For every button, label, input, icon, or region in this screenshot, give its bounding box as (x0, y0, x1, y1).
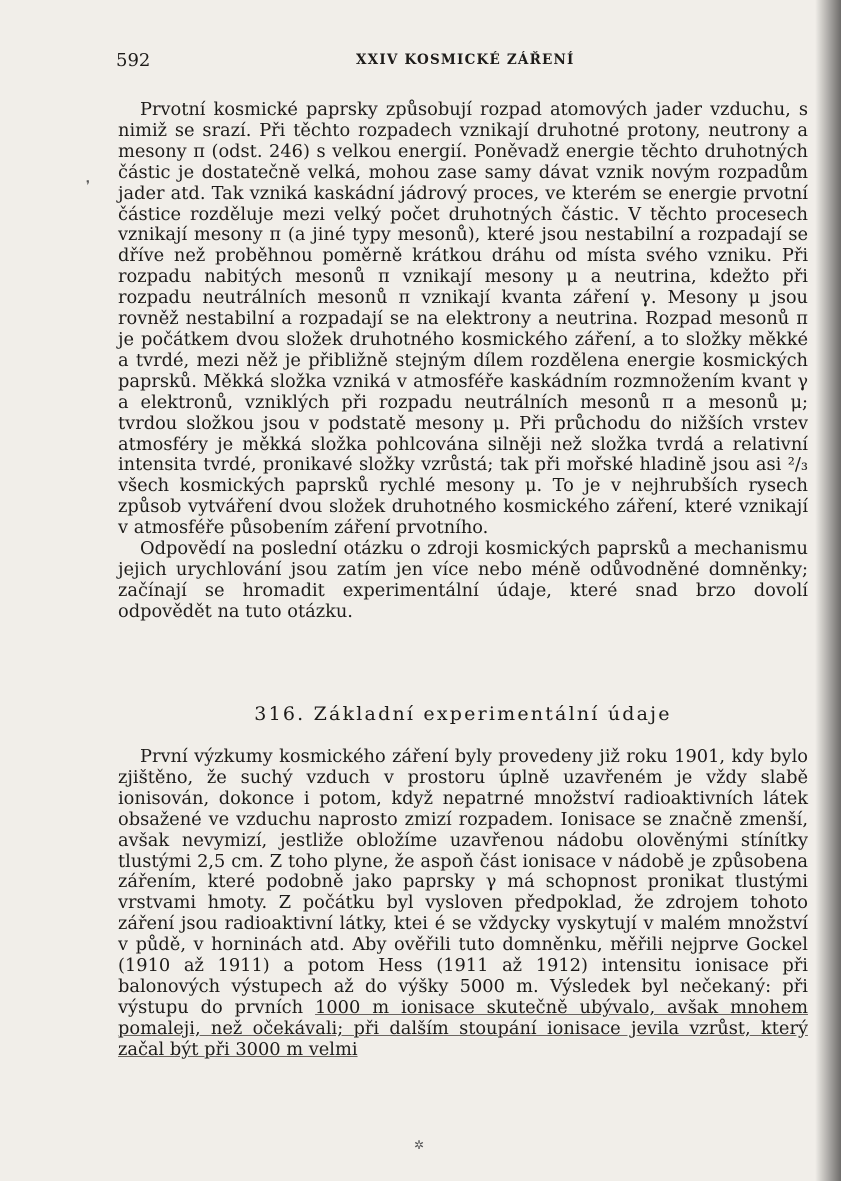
text-block-section (118, 747, 808, 1061)
paragraph (118, 747, 808, 1061)
speck-mark: ✲ (414, 1138, 425, 1152)
paragraph: Odpovědí na poslední otázku o zdroji kosmických paprsků a mechanismu jejich urychlování jsou zatím jen více nebo méně odůvodněné domněnky; začínají se hromadit experimentální údaje, které snad brzo dovolí odpovědět na tuto otázku. (118, 538, 808, 622)
text-block-intro (118, 100, 808, 623)
paragraph-text: První výzkumy kosmického záření byly provedeny již roku 1901, kdy bylo zjištěno, že suchý vzduch v prostoru úplně uzavřeném je vždy slabě ionisován, dokonce i potom, když nepatrné množství radioaktivních látek obsažené ve vzduchu naprosto zmizí rozpadem. Ionisace se značně zmenší, avšak nevymizí, jestliže obložíme uzavřenou nádobu olověnými stínítky tlustými 2,5 cm. Z toho plyne, že aspoň část ionisace v nádobě je způsobena zářením, které podobně jako paprsky γ má schopnost pronikat tlustými vrstvami hmoty. Z počátku byl vysloven předpoklad, že zdrojem tohoto záření jsou radioaktivní látky, ktei é se vždycky vyskytují v malém množství v půdě, v horninách atd. Aby ověřili tuto domněnku, měřili nejprve Gockel (1910 až 1911) a potom Hess (1911 až 1912) intensitu ionisace při balonových výstupech až do výšky 5000 m. Výsledek byl nečekaný: při výstupu do prvních (118, 746, 808, 1018)
section-heading: 316. Základní experimentální údaje (254, 703, 672, 725)
margin-mark: ❜ (86, 178, 90, 192)
paragraph: Prvotní kosmické paprsky způsobují rozpad atomových jader vzduchu, s nimiž se srazí. Při těchto rozpadech vznikají druhotné protony, neutrony a mesony π (odst. 246) s velkou energií. Poněvadž energie těchto druhotných částic je dostatečně velká, mohou zase samy dávat vznik novým rozpadům jader atd. Tak vzniká kaskádní jádrový proces, ve kterém se energie prvotní částice rozděluje mezi velký počet druhotných částic. V těchto procesech vznikají mesony π (a jiné typy mesonů), které jsou nestabilní a rozpadají se dříve než proběhnou poměrně krátkou dráhu od místa svého vzniku. Při rozpadu nabitých mesonů π vznikají mesony μ a neutrina, kdežto při rozpadu neutrálních mesonů π vznikají kvanta záření γ. Mesony μ jsou rovněž nestabilní a rozpadají se na elektrony a neutrina. Rozpad mesonů π je počátkem dvou složek druhotného kosmického záření, a to složky měkké a tvrdé, mezi něž je přibližně stejným dílem rozdělena energie kosmických paprsků. Měkká složka vzniká v atmosféře kaskádním rozmnožením kvant γ a elektronů, vzniklých při rozpadu neutrálních mesonů π a mesonů μ; tvrdou složkou jsou v podstatě mesony μ. Při průchodu do nižších vrstev atmosféry je měkká složka pohlcována silněji než složka tvrdá a relativní intensita tvrdé, pronikavé složky vzrůstá; tak při mořské hladině jsou asi ²/₃ všech kosmických paprsků rychlé mesony μ. To je v nejhrubších rysech způsob vytváření dvou složek druhotného kosmického záření, které vznikají v atmosféře působením záření prvotního. (118, 99, 808, 539)
page-header (116, 50, 796, 74)
running-head: XXIV KOSMICKÉ ZÁŘENÍ (356, 52, 575, 68)
page-number: 592 (116, 50, 151, 71)
page-edge-shadow (815, 0, 841, 1181)
underlined-text: 1000 m ionisace skutečně ubývalo, avšak mnohem pomaleji, než očekávali; při dalším stoupání ionisace jevila vzrůst, který začal být při 3000 m velmi (118, 996, 808, 1060)
